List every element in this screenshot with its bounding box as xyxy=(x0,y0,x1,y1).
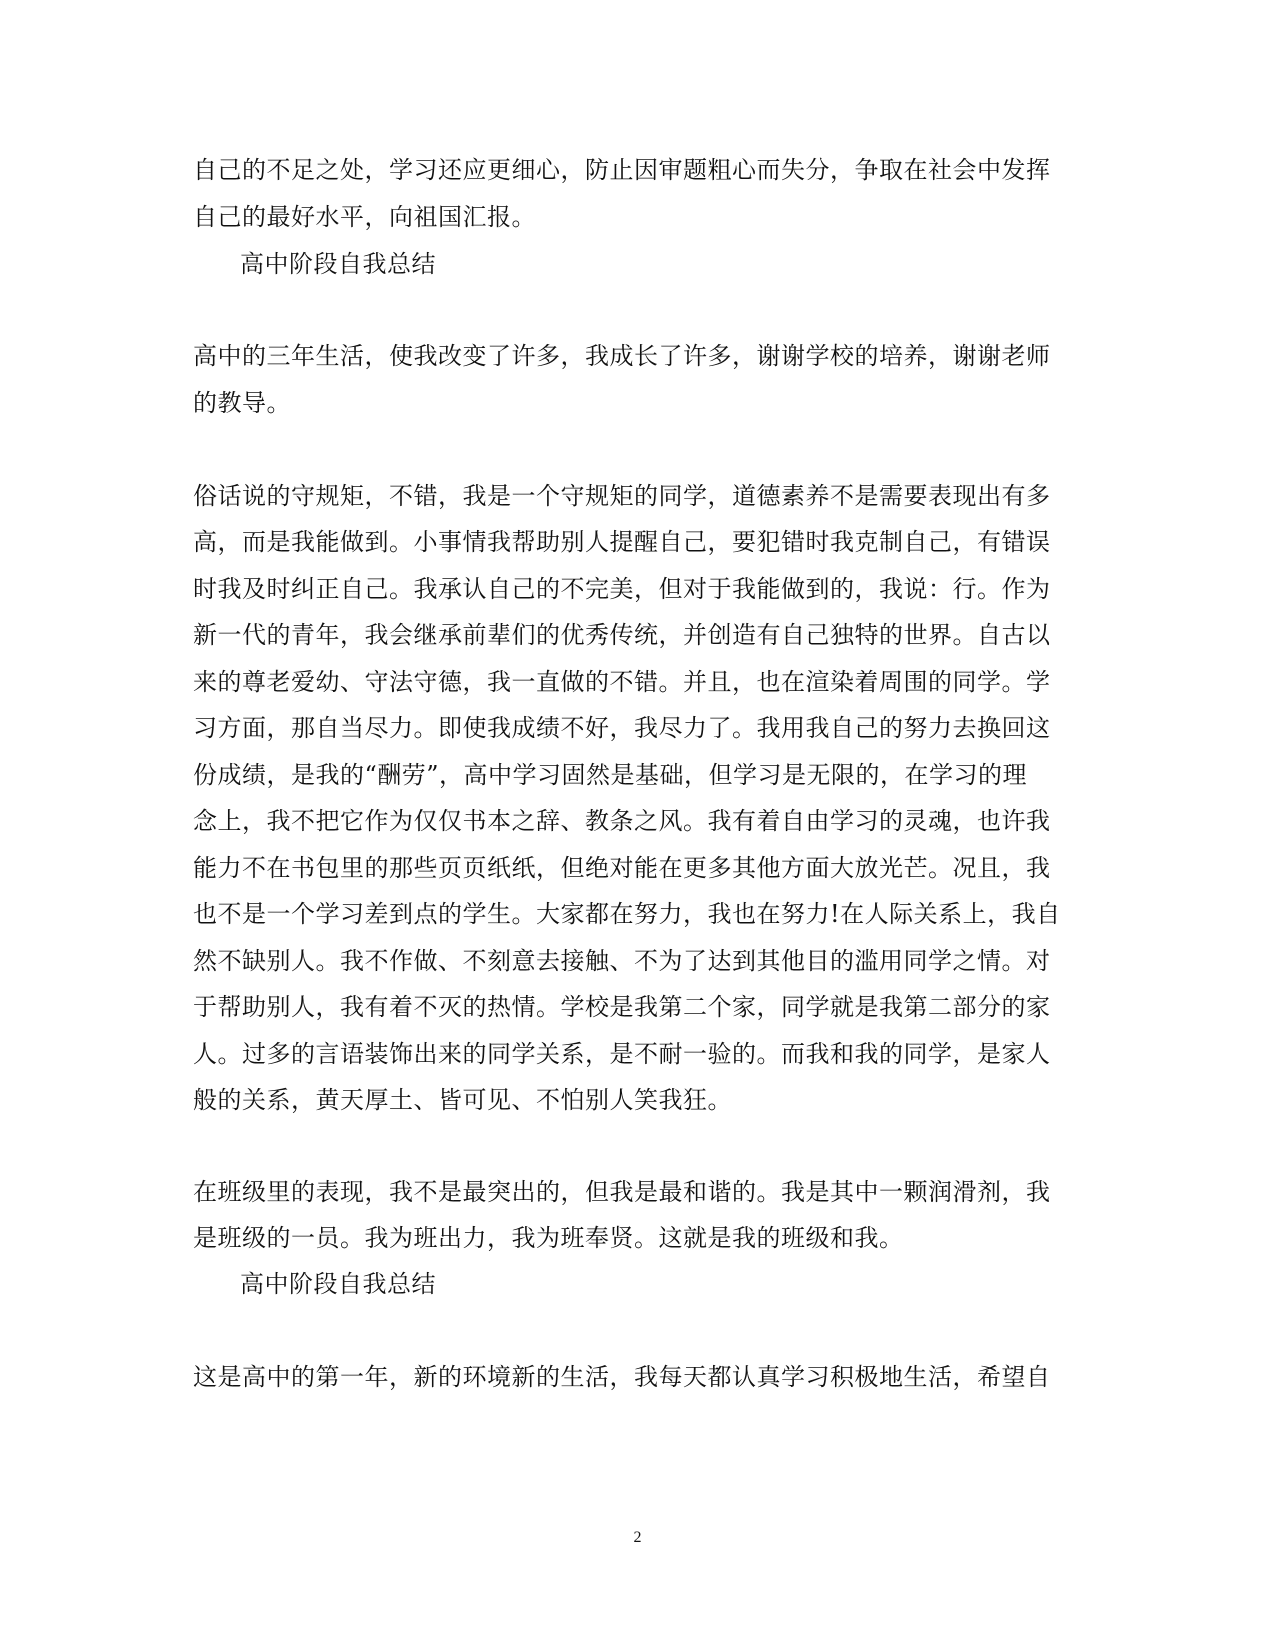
paragraph-line: 时我及时纠正自己。我承认自己的不完美，但对于我能做到的，我说：行。作为 xyxy=(193,575,1051,603)
paragraph-line: 俗话说的守规矩，不错，我是一个守规矩的同学，道德素养不是需要表现出有多 xyxy=(193,482,1051,510)
paragraph-line: 是班级的一员。我为班出力，我为班奉贤。这就是我的班级和我。 xyxy=(193,1224,904,1252)
paragraph-line: 念上，我不把它作为仅仅书本之辞、教条之风。我有着自由学习的灵魂，也许我 xyxy=(193,807,1051,835)
paragraph-line: 于帮助别人，我有着不灭的热情。学校是我第二个家，同学就是我第二部分的家 xyxy=(193,993,1051,1021)
page-number: 2 xyxy=(633,1529,642,1546)
paragraph-line: 也不是一个学习差到点的学生。大家都在努力，我也在努力!在人际关系上，我自 xyxy=(193,900,1061,928)
paragraph-line: 习方面，那自当尽力。即使我成绩不好，我尽力了。我用我自己的努力去换回这 xyxy=(193,714,1051,742)
paragraph-line: 般的关系，黄天厚土、皆可见、不怕别人笑我狂。 xyxy=(193,1086,732,1114)
paragraph-line: 在班级里的表现，我不是最突出的，但我是最和谐的。我是其中一颗润滑剂，我 xyxy=(193,1178,1051,1206)
paragraph-line: 新一代的青年，我会继承前辈们的优秀传统，并创造有自己独特的世界。自古以 xyxy=(193,621,1051,649)
paragraph-line: 自己的最好水平，向祖国汇报。 xyxy=(193,203,536,231)
paragraph-line: 自己的不足之处，学习还应更细心，防止因审题粗心而失分，争取在社会中发挥 xyxy=(193,156,1051,184)
paragraph-line: 来的尊老爱幼、守法守德，我一直做的不错。并且，也在渲染着周围的同学。学 xyxy=(193,668,1051,696)
section-heading: 高中阶段自我总结 xyxy=(240,250,436,278)
paragraph-line: 份成绩，是我的“酬劳”，高中学习固然是基础，但学习是无限的，在学习的理 xyxy=(193,761,1028,789)
paragraph-line: 的教导。 xyxy=(193,389,291,417)
paragraph-line: 高中的三年生活，使我改变了许多，我成长了许多，谢谢学校的培养，谢谢老师 xyxy=(193,342,1051,370)
paragraph-line: 高，而是我能做到。小事情我帮助别人提醒自己，要犯错时我克制自己，有错误 xyxy=(193,528,1051,556)
paragraph-line: 人。过多的言语装饰出来的同学关系，是不耐一验的。而我和我的同学，是家人 xyxy=(193,1040,1051,1068)
paragraph-line: 能力不在书包里的那些页页纸纸，但绝对能在更多其他方面大放光芒。况且，我 xyxy=(193,854,1051,882)
paragraph-line: 然不缺别人。我不作做、不刻意去接触、不为了达到其他目的滥用同学之情。对 xyxy=(193,947,1051,975)
section-heading: 高中阶段自我总结 xyxy=(240,1270,436,1298)
paragraph-line: 这是高中的第一年，新的环境新的生活，我每天都认真学习积极地生活，希望自 xyxy=(193,1363,1051,1391)
